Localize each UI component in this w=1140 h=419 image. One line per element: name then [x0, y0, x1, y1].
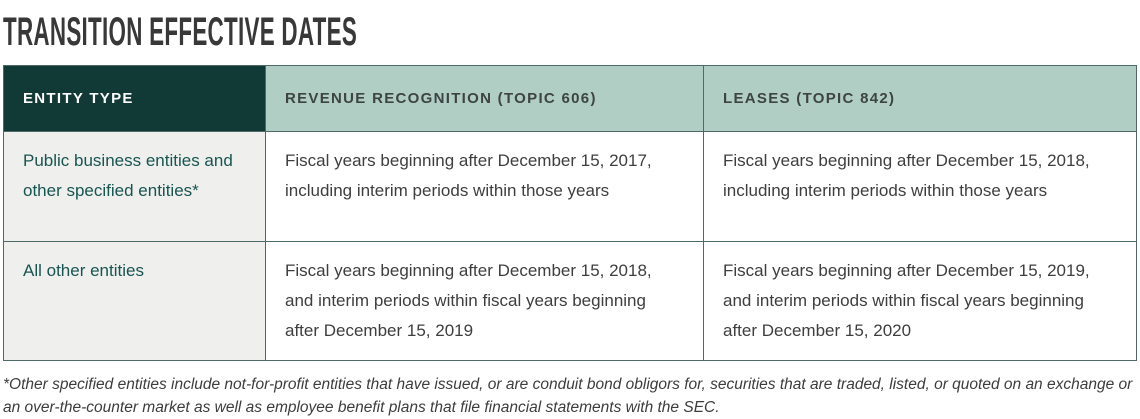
leases-cell: Fiscal years beginning after December 15, 2018, including interim periods within those years: [704, 132, 1137, 242]
table-row: [4, 132, 1137, 242]
table-row: [4, 242, 1137, 361]
page-title-text: TRANSITION EFFECTIVE DATES: [3, 10, 358, 54]
entity-type-cell: Public business entities and other specified entities*: [4, 132, 266, 242]
leases-cell: Fiscal years beginning after December 15, 2019, and interim periods within fiscal years beginning after December 15, 2020: [704, 242, 1137, 361]
footnote: *Other specified entities include not-for-profit entities that have issued, or are conduit bond obligors for, securities that are traded, listed, or quoted on an exchange or an over-the-counter market as well as employee benefit plans that file financial statements with the SEC.: [3, 376, 1133, 416]
column-header-revenue-recognition: REVENUE RECOGNITION (TOPIC 606): [266, 66, 704, 132]
page-title: [3, 12, 1137, 52]
entity-type-cell: All other entities: [4, 242, 266, 361]
table-header-row: [4, 66, 1137, 132]
column-header-leases: LEASES (TOPIC 842): [704, 66, 1137, 132]
revenue-recognition-cell: Fiscal years beginning after December 15, 2017, including interim periods within those years: [266, 132, 704, 242]
revenue-recognition-cell: Fiscal years beginning after December 15, 2018, and interim periods within fiscal years beginning after December 15, 2019: [266, 242, 704, 361]
column-header-entity-type: ENTITY TYPE: [4, 66, 266, 132]
transition-effective-dates-table: [3, 65, 1137, 361]
